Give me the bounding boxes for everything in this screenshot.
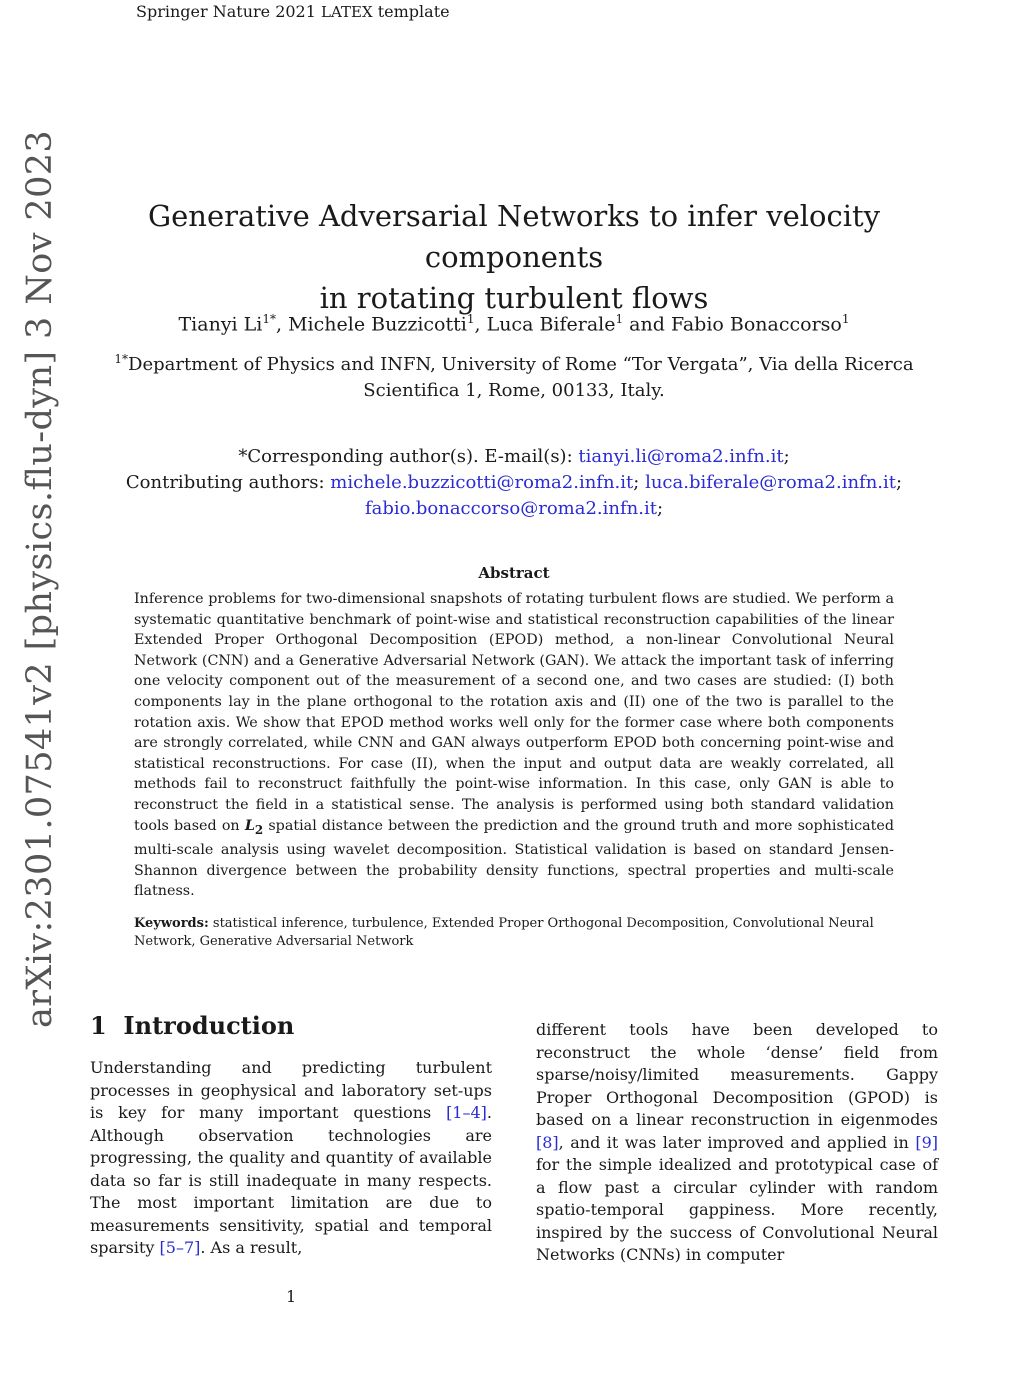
body-text: Understanding and predicting turbulent processes in geophysical and laboratory set-ups is key for many important questions (90, 1058, 492, 1122)
body-right-column (536, 1019, 938, 1267)
abstract-text (134, 589, 894, 902)
citation-link[interactable]: [8] (536, 1132, 559, 1152)
affiliation-line-1: Department of Physics and INFN, University of Rome “Tor Vergata”, Via della Ricerca (128, 354, 914, 375)
keywords-label: Keywords: (134, 916, 209, 931)
citation-link[interactable]: [9] (915, 1132, 939, 1152)
author-separator: and (623, 313, 671, 336)
contributing-email-link[interactable]: fabio.bonaccorso@roma2.infn.it (364, 498, 657, 519)
abstract-heading: Abstract (478, 564, 550, 582)
keywords-text: statistical inference, turbulence, Extended Proper Orthogonal Decomposition, Convolutional Neural Network, Generative Adversarial Network (134, 916, 874, 949)
author-separator: , (276, 313, 289, 336)
latex-logo: LATEX (321, 3, 373, 21)
body-text: for the simple idealized and prototypical case of a flow past a circular cylinder with random spatio-temporal gappiness. More recently, inspired by the success of Convolutional Neural Networks (CNNs) in computer (536, 1155, 938, 1264)
author-name: Tianyi Li (178, 313, 263, 336)
page-number: 1 (286, 1287, 297, 1306)
contributing-email-link[interactable]: michele.buzzicotti@roma2.infn.it (330, 472, 634, 493)
abstract-part-1: Inference problems for two-dimensional snapshots of rotating turbulent flows are studied. We perform a systematic quantitative benchmark of point-wise and statistical reconstruction capabilities of the linear Extended Proper Orthogonal Decomposition (EPOD) method, a non-linear Convolutional Neural Network (CNN) and a Generative Adversarial Network (GAN). We attack the important task of inferring one velocity component out of the measurement of a second one, and two cases are studied: (I) both components lay in the plane orthogonal to the rotation axis and (II) one of the two is parallel to the rotation axis. We show that EPOD method works well only for the former case where both components are strongly correlated, while CNN and GAN always outperform EPOD both concerning point-wise and statistical reconstructions. For case (II), when the input and output data are weakly correlated, all methods fail to reconstruct faithfully the point-wise information. In this case, only GAN is able to reconstruct the field in a statistical sense. The analysis is performed using both standard validation tools based on (134, 591, 894, 834)
author-affiliation-mark: 1 (841, 312, 850, 326)
author-list (100, 312, 928, 335)
section-number: 1 (90, 1011, 107, 1040)
title-line-1: Generative Adversarial Networks to infer velocity components (147, 199, 881, 274)
citation-link[interactable]: [1–4] (446, 1103, 487, 1122)
author-separator: , (474, 313, 487, 336)
running-head-text: Springer Nature 2021 (136, 2, 316, 21)
running-head (136, 2, 450, 21)
citation-link[interactable]: [5–7] (159, 1238, 201, 1257)
section-title: Introduction (123, 1011, 295, 1040)
affiliation-line-2: Scientifica 1, Rome, 00133, Italy. (363, 380, 665, 401)
affiliation-mark: 1* (114, 352, 129, 366)
running-head-suffix: template (377, 2, 450, 21)
contributing-label: Contributing authors: (125, 472, 325, 493)
contact-info: *Corresponding author(s). E-mail(s): tianyi.li@roma2.infn.it; Contributing authors: michele.buzzicotti@roma2.infn.it; luca.biferale@roma2.infn.it; fabio.bonaccorso@roma2.infn.it; (125, 446, 903, 519)
corresponding-label: *Corresponding author(s). E-mail(s): (238, 446, 573, 467)
contributing-email-link[interactable]: luca.biferale@roma2.infn.it (645, 472, 897, 493)
author-name: Fabio Bonaccorso (670, 313, 842, 336)
author-affiliation-mark: 1 (466, 312, 475, 326)
body-text: . As a result, (200, 1238, 303, 1257)
arxiv-identifier: arXiv:2301.07541v2 [physics.flu-dyn] 3 Nov 2023 (20, 129, 60, 1028)
author-name: Luca Biferale (486, 313, 616, 336)
section-heading (90, 1011, 294, 1040)
abstract-part-2: spatial distance between the prediction and the ground truth and more sophisticated multi-scale analysis using wavelet decomposition. Statistical validation is based on standard Jensen-Shannon divergence between the probability density functions, spectral properties and multi-scale flatness. (134, 817, 894, 900)
keywords (134, 915, 894, 951)
l2-norm-subscript: 2 (254, 822, 264, 837)
body-left-column (90, 1057, 492, 1260)
corresponding-email-link[interactable]: tianyi.li@roma2.infn.it (578, 446, 784, 467)
author-name: Michele Buzzicotti (288, 313, 467, 336)
author-affiliation-mark: 1* (262, 312, 276, 326)
l2-norm-symbol: L (244, 817, 255, 834)
body-text: , and it was later improved and applied in (558, 1132, 909, 1152)
paper-title (100, 196, 928, 319)
body-text: different tools have been developed to reconstruct the whole ‘dense’ field from sparse/noisy/limited measurements. Gappy Proper Orthogonal Decomposition (GPOD) is based on a linear reconstruction in eigenmodes (536, 1020, 938, 1129)
title-line-2: in rotating turbulent flows (319, 281, 709, 315)
author-affiliation-mark: 1 (615, 312, 624, 326)
affiliation (108, 346, 920, 404)
body-text: . Although observation technologies are progressing, the quality and quantity of available data so far is still inadequate in many respects. The most important limitation are due to measurements sensitivity, spatial and temporal sparsity (90, 1103, 492, 1257)
